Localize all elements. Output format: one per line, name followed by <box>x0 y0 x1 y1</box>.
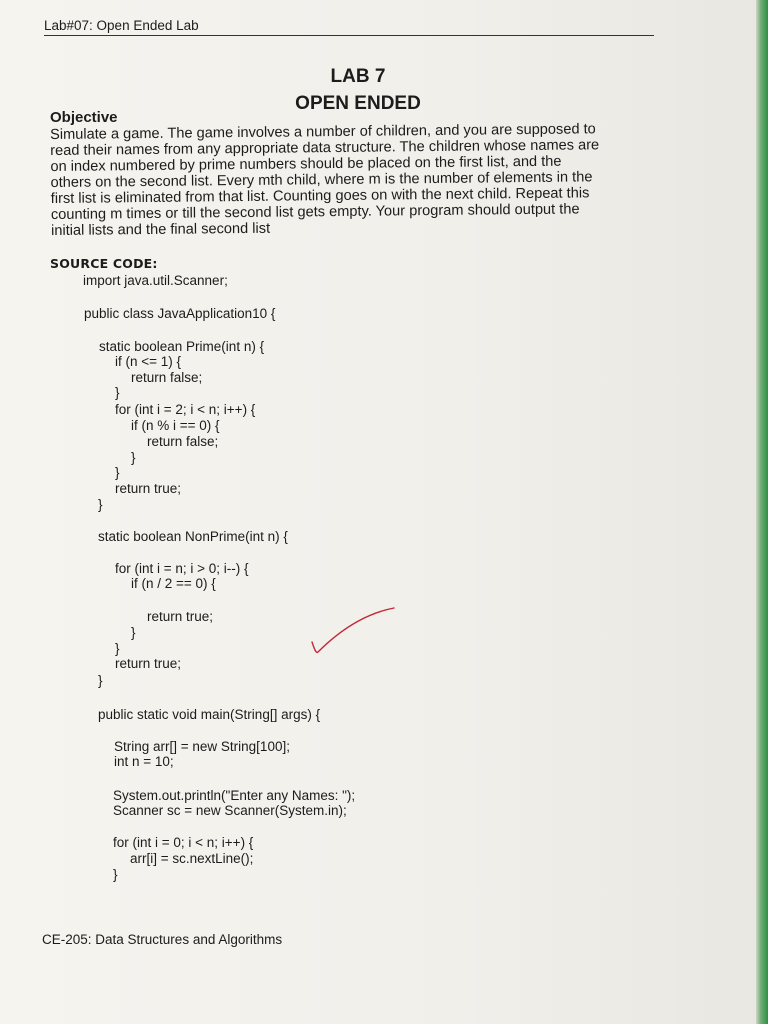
code-line: String arr[] = new String[100]; <box>114 739 290 754</box>
code-line: return true; <box>115 481 182 496</box>
code-line: } <box>98 673 103 688</box>
code-line: if (n / 2 == 0) { <box>131 576 216 591</box>
objective-line: initial lists and the final second list <box>51 220 271 239</box>
check-mark-icon <box>308 602 398 662</box>
code-line: return true; <box>147 609 214 624</box>
code-line: return false; <box>147 434 219 449</box>
code-line: return false; <box>131 370 203 385</box>
objective-paragraph <box>50 121 661 239</box>
code-line: if (n <= 1) { <box>115 354 182 369</box>
objective-line: Simulate a game. The game involves a number of children, and you are supposed to <box>50 121 596 143</box>
lab-title: LAB 7 <box>330 66 386 87</box>
code-line: arr[i] = sc.nextLine(); <box>130 851 254 866</box>
code-line: for (int i = 0; i < n; i++) { <box>113 835 254 850</box>
code-line: return true; <box>115 656 182 671</box>
code-line: public static void main(String[] args) { <box>98 707 321 722</box>
code-line: int n = 10; <box>114 754 174 769</box>
code-line: } <box>131 625 136 640</box>
code-line: } <box>113 867 118 882</box>
code-line: Scanner sc = new Scanner(System.in); <box>113 803 347 818</box>
code-line: } <box>131 450 136 465</box>
objective-heading: Objective <box>50 109 118 126</box>
code-line: } <box>115 641 120 656</box>
objective-line: read their names from any appropriate data structure. The children whose names are <box>50 137 600 159</box>
objective-line: others on the second list. Every mth child, where m is the number of elements in the <box>50 169 593 191</box>
code-line: } <box>115 385 120 400</box>
lab-subtitle: OPEN ENDED <box>295 93 421 114</box>
code-line: } <box>115 465 120 480</box>
page-footer: CE-205: Data Structures and Algorithms <box>42 932 283 947</box>
page-edge <box>756 0 768 1024</box>
code-line: for (int i = 2; i < n; i++) { <box>115 402 256 417</box>
page-header: Lab#07: Open Ended Lab <box>44 18 654 36</box>
code-line: for (int i = n; i > 0; i--) { <box>115 561 249 576</box>
code-line: import java.util.Scanner; <box>83 273 228 288</box>
objective-line: counting m times or till the second list gets empty. Your program should output the <box>50 201 580 223</box>
code-line: if (n % i == 0) { <box>131 418 220 433</box>
objective-line: first list is eliminated from that list. Counting goes on with the next child. Repeat this <box>50 185 590 207</box>
code-line: System.out.println("Enter any Names: "); <box>113 788 356 803</box>
objective-line: on index numbered by prime numbers should be placed on the first list, and the <box>50 153 562 175</box>
code-line: public class JavaApplication10 { <box>84 306 276 321</box>
code-line: static boolean NonPrime(int n) { <box>98 529 288 544</box>
code-line: } <box>98 497 103 512</box>
code-line: static boolean Prime(int n) { <box>99 339 265 354</box>
source-code-heading: SOURCE CODE: <box>50 256 158 271</box>
